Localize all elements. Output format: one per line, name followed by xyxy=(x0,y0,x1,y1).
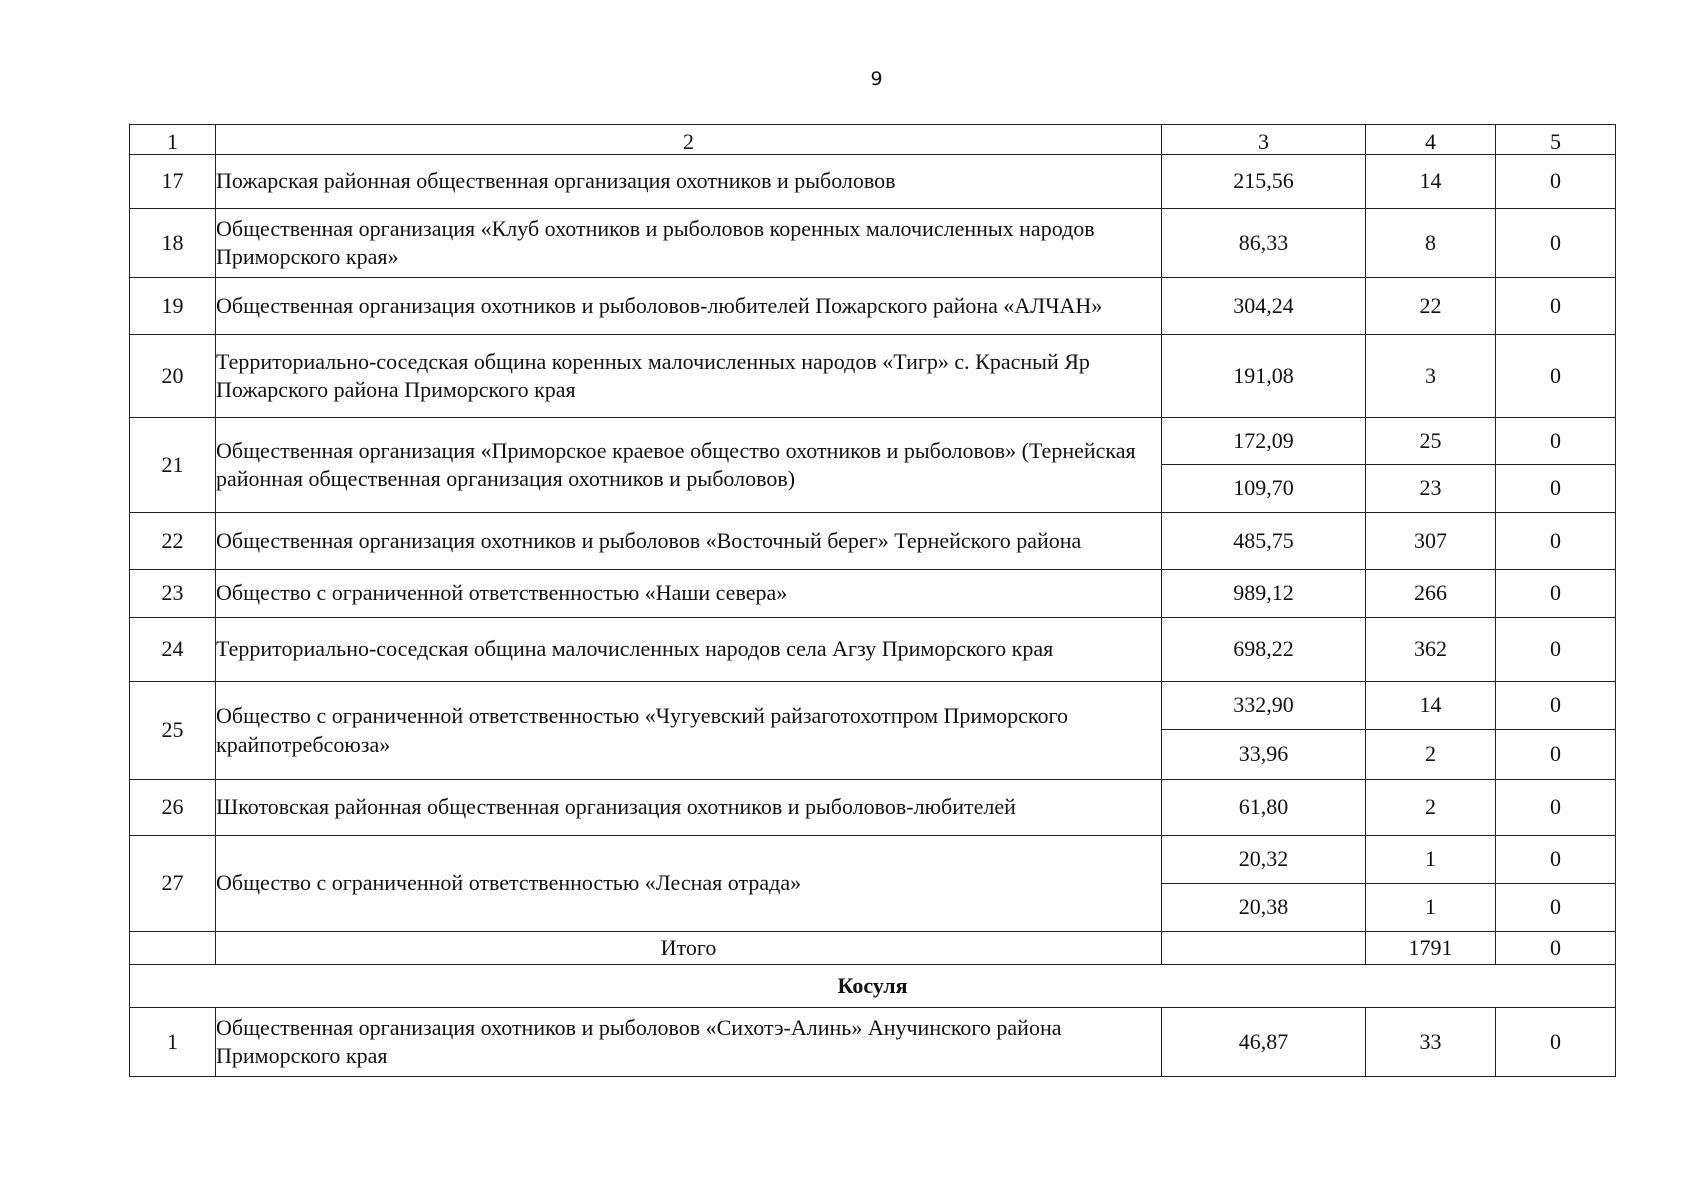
count-cell: 1 xyxy=(1366,836,1496,884)
empty-cell xyxy=(130,932,216,965)
header-cell: 3 xyxy=(1162,125,1366,155)
row-number: 25 xyxy=(130,682,216,780)
row-number: 22 xyxy=(130,513,216,570)
header-cell: 4 xyxy=(1366,125,1496,155)
quota-table xyxy=(129,124,1616,1077)
area-cell: 20,38 xyxy=(1162,884,1366,932)
count-cell: 307 xyxy=(1366,513,1496,570)
col5-cell: 0 xyxy=(1496,836,1616,884)
row-number: 24 xyxy=(130,618,216,682)
table-row xyxy=(130,618,1616,682)
area-cell: 191,08 xyxy=(1162,335,1366,418)
organization-name: Общество с ограниченной ответственностью «Чугуевский райзаготохотпром Приморского крайпотребсоюза» xyxy=(216,682,1162,780)
count-cell: 33 xyxy=(1366,1008,1496,1077)
count-cell: 1 xyxy=(1366,884,1496,932)
table-row xyxy=(130,418,1616,465)
count-cell: 3 xyxy=(1366,335,1496,418)
col5-cell: 0 xyxy=(1496,335,1616,418)
row-number: 21 xyxy=(130,418,216,513)
header-cell: 2 xyxy=(216,125,1162,155)
organization-name: Территориально-соседская община малочисленных народов села Агзу Приморского края xyxy=(216,618,1162,682)
area-cell: 61,80 xyxy=(1162,780,1366,836)
col5-cell: 0 xyxy=(1496,884,1616,932)
section-title: Косуля xyxy=(130,965,1616,1008)
area-cell: 304,24 xyxy=(1162,278,1366,335)
area-cell: 20,32 xyxy=(1162,836,1366,884)
col5-cell: 0 xyxy=(1496,618,1616,682)
organization-name: Общественная организация охотников и рыболовов «Восточный берег» Тернейского района xyxy=(216,513,1162,570)
count-cell: 2 xyxy=(1366,730,1496,780)
col5-cell: 0 xyxy=(1496,780,1616,836)
count-cell: 266 xyxy=(1366,570,1496,618)
count-cell: 2 xyxy=(1366,780,1496,836)
area-cell: 485,75 xyxy=(1162,513,1366,570)
count-cell: 362 xyxy=(1366,618,1496,682)
count-cell: 14 xyxy=(1366,682,1496,730)
col5-cell: 0 xyxy=(1496,465,1616,513)
row-number: 26 xyxy=(130,780,216,836)
area-cell: 215,56 xyxy=(1162,155,1366,209)
count-cell: 8 xyxy=(1366,209,1496,278)
col5-cell: 0 xyxy=(1496,682,1616,730)
table-row xyxy=(130,836,1616,884)
col5-cell: 0 xyxy=(1496,570,1616,618)
row-number: 19 xyxy=(130,278,216,335)
table-row xyxy=(130,1008,1616,1077)
col5-cell: 0 xyxy=(1496,278,1616,335)
total-row xyxy=(130,932,1616,965)
col5-cell: 0 xyxy=(1496,209,1616,278)
col5-cell: 0 xyxy=(1496,1008,1616,1077)
table-row xyxy=(130,570,1616,618)
table-row xyxy=(130,155,1616,209)
count-cell: 14 xyxy=(1366,155,1496,209)
empty-cell xyxy=(1162,932,1366,965)
organization-name: Общество с ограниченной ответственностью «Наши севера» xyxy=(216,570,1162,618)
table-row xyxy=(130,209,1616,278)
count-cell: 23 xyxy=(1366,465,1496,513)
row-number: 23 xyxy=(130,570,216,618)
organization-name: Общественная организация охотников и рыболовов «Сихотэ-Алинь» Анучинского района Приморского края xyxy=(216,1008,1162,1077)
organization-name: Общество с ограниченной ответственностью «Лесная отрада» xyxy=(216,836,1162,932)
col5-cell: 0 xyxy=(1496,513,1616,570)
table-row xyxy=(130,682,1616,730)
col5-cell: 0 xyxy=(1496,730,1616,780)
row-number: 1 xyxy=(130,1008,216,1077)
area-cell: 989,12 xyxy=(1162,570,1366,618)
area-cell: 33,96 xyxy=(1162,730,1366,780)
area-cell: 86,33 xyxy=(1162,209,1366,278)
header-row xyxy=(130,125,1616,155)
area-cell: 109,70 xyxy=(1162,465,1366,513)
count-cell: 25 xyxy=(1366,418,1496,465)
col5-cell: 0 xyxy=(1496,418,1616,465)
organization-name: Шкотовская районная общественная организация охотников и рыболовов-любителей xyxy=(216,780,1162,836)
area-cell: 46,87 xyxy=(1162,1008,1366,1077)
organization-name: Общественная организация «Приморское краевое общество охотников и рыболовов» (Тернейская районная общественная организация охотников и рыболовов) xyxy=(216,418,1162,513)
total-label: Итого xyxy=(216,932,1162,965)
organization-name: Территориально-соседская община коренных малочисленных народов «Тигр» с. Красный Яр Пожарского района Приморского края xyxy=(216,335,1162,418)
table-row xyxy=(130,780,1616,836)
header-cell: 1 xyxy=(130,125,216,155)
row-number: 27 xyxy=(130,836,216,932)
col5-cell: 0 xyxy=(1496,155,1616,209)
header-cell: 5 xyxy=(1496,125,1616,155)
page-number: 9 xyxy=(870,68,883,90)
table-row xyxy=(130,278,1616,335)
area-cell: 698,22 xyxy=(1162,618,1366,682)
total-count: 1791 xyxy=(1366,932,1496,965)
area-cell: 172,09 xyxy=(1162,418,1366,465)
total-col5: 0 xyxy=(1496,932,1616,965)
table-row xyxy=(130,513,1616,570)
organization-name: Общественная организация «Клуб охотников и рыболовов коренных малочисленных народов Приморского края» xyxy=(216,209,1162,278)
row-number: 17 xyxy=(130,155,216,209)
organization-name: Пожарская районная общественная организация охотников и рыболовов xyxy=(216,155,1162,209)
area-cell: 332,90 xyxy=(1162,682,1366,730)
row-number: 18 xyxy=(130,209,216,278)
table-row xyxy=(130,335,1616,418)
count-cell: 22 xyxy=(1366,278,1496,335)
section-row xyxy=(130,965,1616,1008)
organization-name: Общественная организация охотников и рыболовов-любителей Пожарского района «АЛЧАН» xyxy=(216,278,1162,335)
row-number: 20 xyxy=(130,335,216,418)
